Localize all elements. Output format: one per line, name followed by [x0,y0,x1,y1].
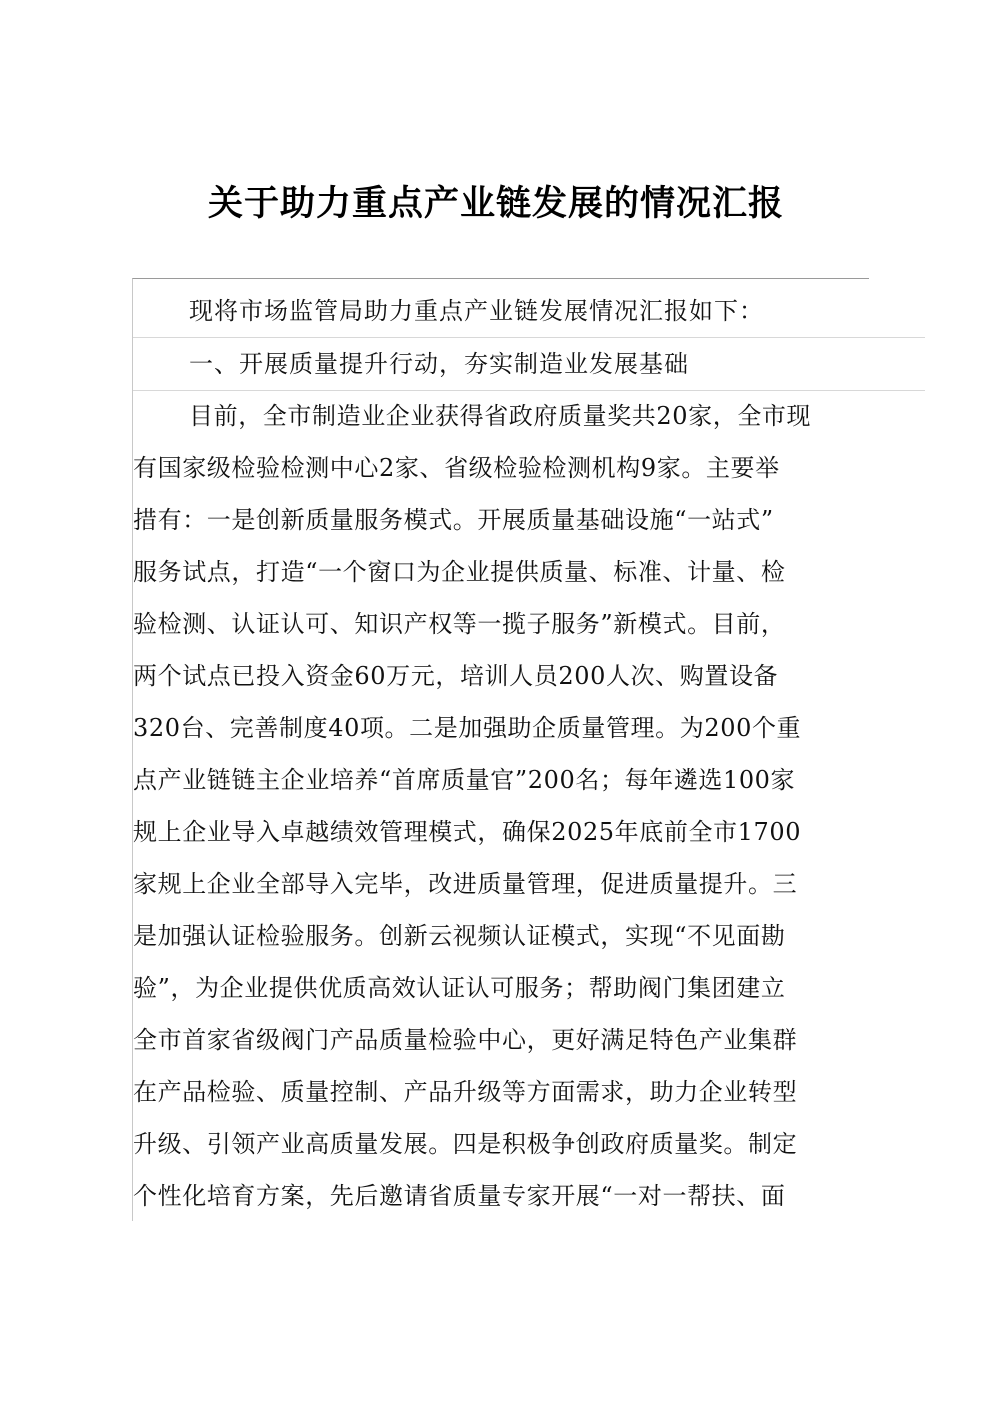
paragraph-line: 服务试点，打造“一个窗口为企业提供质量、标准、计量、检 [133,558,786,586]
paragraph-line: 措有：一是创新质量服务模式。开展质量基础设施“一站式” [133,506,774,534]
paragraph-line: 320台、完善制度40项。二是加强助企质量管理。为200个重 [133,714,802,742]
paragraph-line: 验检测、认证认可、知识产权等一揽子服务”新模式。目前， [133,610,786,638]
paragraph-line: 两个试点已投入资金60万元，培训人员200人次、购置设备 [133,662,779,690]
paragraph-line: 家规上企业全部导入完毕，改进质量管理，促进质量提升。三 [133,870,798,898]
paragraph-line: 验”，为企业提供优质高效认证认可服务；帮助阀门集团建立 [133,974,786,1002]
paragraph-line: 有国家级检验检测中心2家、省级检验检测机构9家。主要举 [133,454,780,482]
paragraph-line: 升级、引领产业高质量发展。四是积极争创政府质量奖。制定 [133,1130,798,1158]
paragraph-line: 点产业链链主企业培养“首席质量官”200名；每年遴选100家 [133,766,796,794]
document-title: 关于助力重点产业链发展的情况汇报 [207,184,784,224]
paragraph-line: 个性化培育方案，先后邀请省质量专家开展“一对一帮扶、面 [133,1182,786,1210]
paragraph-line: 目前，全市制造业企业获得省政府质量奖共20家，全市现 [189,402,812,430]
paragraph-line: 规上企业导入卓越绩效管理模式，确保2025年底前全市1700 [133,818,802,846]
document-body [132,278,869,1221]
paragraph-line: 在产品检验、质量控制、产品升级等方面需求，助力企业转型 [133,1078,798,1106]
paragraph-line: 全市首家省级阀门产品质量检验中心，更好满足特色产业集群 [133,1026,798,1054]
section-heading: 一、开展质量提升行动，夯实制造业发展基础 [133,338,925,391]
intro-line: 现将市场监管局助力重点产业链发展情况汇报如下： [133,285,925,338]
paragraph-line: 是加强认证检验服务。创新云视频认证模式，实现“不见面勘 [133,922,786,950]
body-paragraph [133,390,869,1222]
